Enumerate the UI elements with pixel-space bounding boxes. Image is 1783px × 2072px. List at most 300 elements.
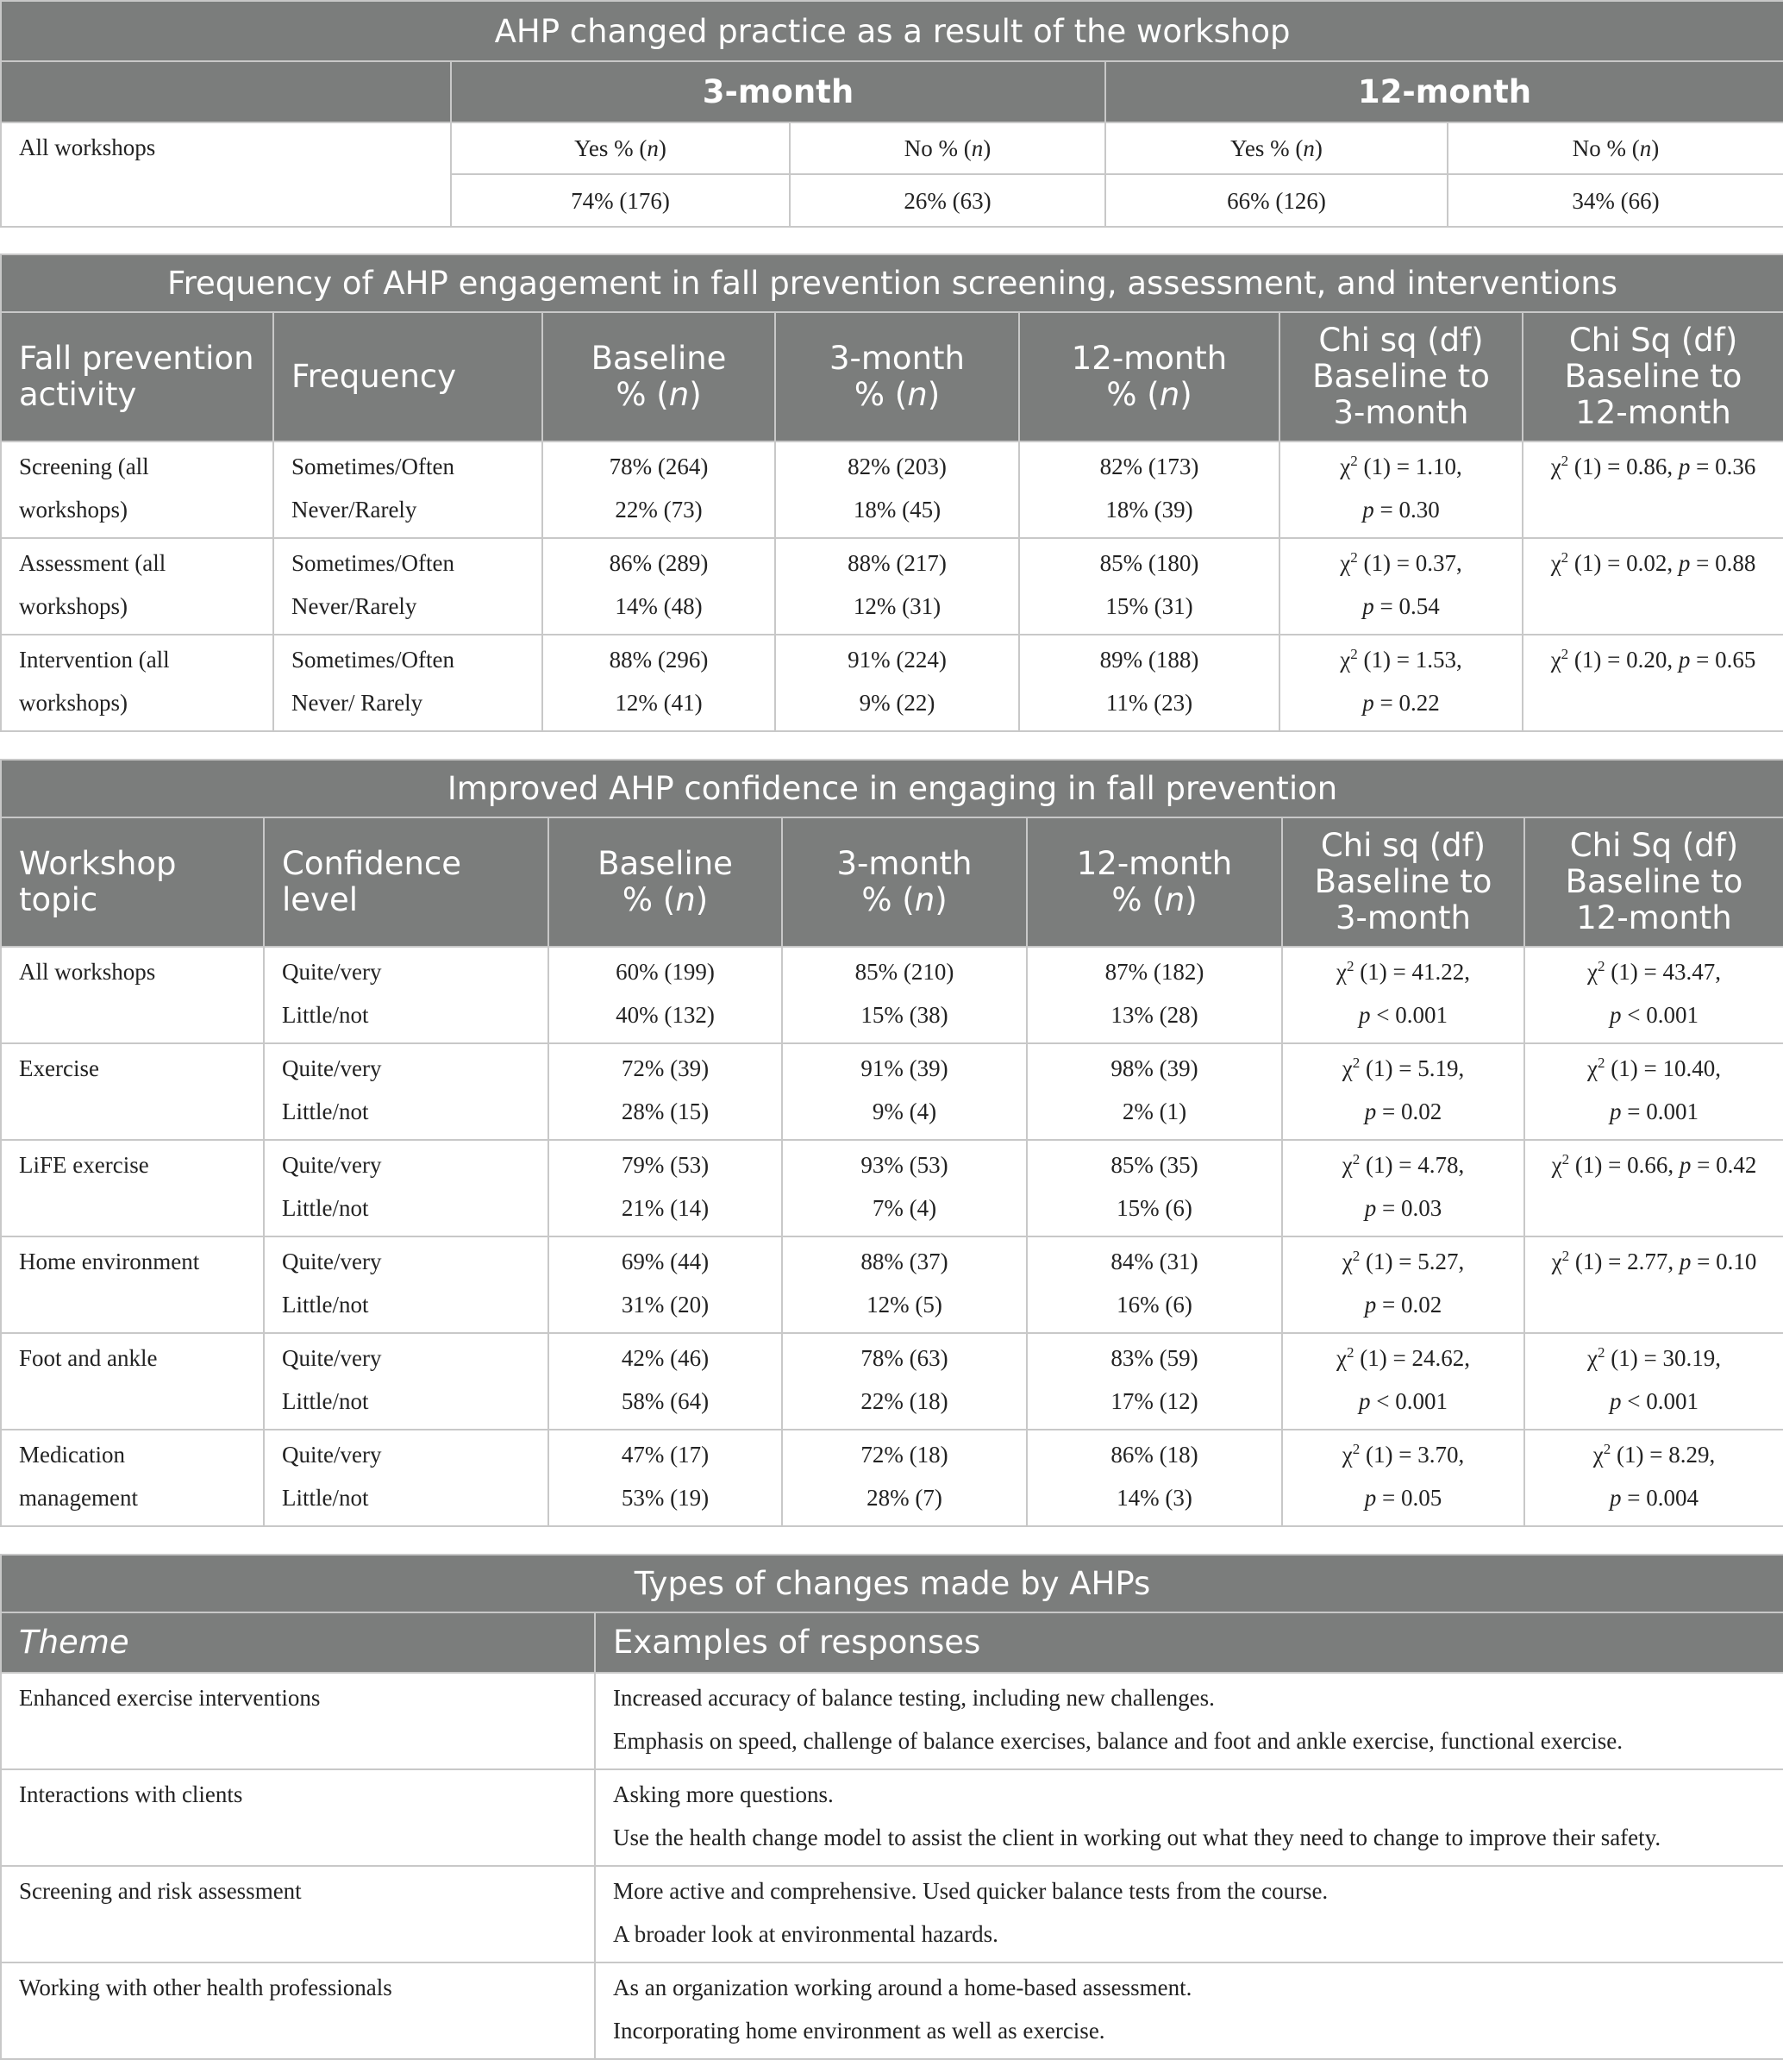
twelve-month-cell [1027, 1430, 1282, 1526]
table-row [1, 441, 1783, 538]
table-title: Types of changes made by AHPs [1, 1555, 1783, 1612]
p-value: = 0.30 [1373, 497, 1440, 523]
baseline-cell [542, 441, 775, 538]
chi-line [1286, 638, 1517, 681]
level-cell [264, 1430, 548, 1526]
p-symbol: p [1364, 1485, 1377, 1511]
three-month-cell [782, 947, 1027, 1043]
chi-line [1288, 1240, 1518, 1283]
value-line: 91% (224) [848, 647, 947, 673]
example-line: Use the health change model to assist the client in working out what they need to change to improve their safety. [613, 1825, 1661, 1850]
p-symbol: p [1359, 1002, 1371, 1028]
row-label [1, 1043, 264, 1140]
chi-symbol: χ [1342, 1442, 1353, 1468]
chi-value: (1) = 0.66, [1569, 1152, 1680, 1178]
three-month-cell [782, 1333, 1027, 1430]
row-label-text: Medication management [19, 1442, 138, 1511]
baseline-cell [548, 1043, 782, 1140]
p-symbol: p [1362, 497, 1374, 523]
value-line: 47% (17) [621, 1442, 710, 1468]
baseline-cell [548, 1430, 782, 1526]
table-row [1, 1140, 1783, 1236]
p-symbol: p [1364, 1195, 1377, 1221]
header-activity: Fall prevention activity [1, 312, 273, 441]
value-line: 88% (296) [609, 647, 709, 673]
level-line: Quite/very [282, 1442, 382, 1468]
table-row [1, 1769, 1783, 1866]
superscript-2: 2 [1561, 453, 1569, 469]
p-line [1288, 1476, 1518, 1519]
p-symbol: p [1678, 454, 1691, 479]
p-symbol: p [1610, 1388, 1622, 1414]
cell-yes-3: 74% (176) [451, 174, 790, 227]
chi-symbol: χ [1336, 959, 1347, 985]
p-symbol: p [1679, 1249, 1692, 1274]
twelve-month-cell [1027, 947, 1282, 1043]
value-line: 82% (173) [1099, 454, 1199, 479]
value-line: 12% (31) [853, 593, 942, 619]
subheader-no-3: No % (n) [790, 122, 1105, 174]
chi-line [1529, 638, 1778, 681]
table-row [1, 1333, 1783, 1430]
chi-3-month-cell [1279, 538, 1523, 635]
superscript-2: 2 [1352, 1055, 1361, 1071]
twelve-month-cell [1027, 1140, 1282, 1236]
baseline-cell [542, 538, 775, 635]
chi-value: (1) = 0.86, [1568, 454, 1679, 479]
chi-3-month-cell [1282, 1430, 1524, 1526]
value-line: 93% (53) [860, 1152, 948, 1178]
confidence-table [0, 759, 1783, 1527]
superscript-2: 2 [1350, 453, 1358, 469]
chi-line [1286, 445, 1517, 488]
superscript-2: 2 [1347, 958, 1354, 974]
value-line: 18% (45) [853, 497, 942, 523]
twelve-month-cell [1027, 1043, 1282, 1140]
p-symbol: p [1679, 1152, 1692, 1178]
table-row [1, 947, 1783, 1043]
level-cell [273, 441, 542, 538]
baseline-cell [548, 947, 782, 1043]
p-line [1288, 1283, 1518, 1326]
level-cell [264, 947, 548, 1043]
p-value: = 0.42 [1691, 1152, 1757, 1178]
value-line: 72% (39) [621, 1055, 710, 1081]
header-frequency: Frequency [273, 312, 542, 441]
superscript-2: 2 [1352, 1151, 1361, 1167]
chi-value: (1) = 4.78, [1360, 1152, 1465, 1178]
level-line: Quite/very [282, 1345, 382, 1371]
value-line: 15% (31) [1105, 593, 1193, 619]
table-row [1, 1962, 1783, 2059]
chi-12-month-cell [1524, 947, 1783, 1043]
value-line: 87% (182) [1104, 959, 1204, 985]
p-symbol: p [1359, 1388, 1371, 1414]
theme-cell: Enhanced exercise interventions [1, 1673, 595, 1769]
value-line: 98% (39) [1110, 1055, 1198, 1081]
chi-3-month-cell [1282, 1140, 1524, 1236]
value-line: 85% (180) [1099, 550, 1199, 576]
level-line: Quite/very [282, 1152, 382, 1178]
superscript-2: 2 [1561, 1151, 1570, 1167]
value-line: 22% (18) [860, 1388, 948, 1414]
chi-value: (1) = 24.62, [1354, 1345, 1470, 1371]
row-label-text: Home environment [19, 1249, 200, 1274]
chi-value: (1) = 41.22, [1354, 959, 1470, 985]
baseline-cell [548, 1236, 782, 1333]
row-label [1, 1333, 264, 1430]
header-examples: Examples of responses [595, 1612, 1783, 1673]
level-line: Quite/very [282, 959, 382, 985]
header-cell [1, 61, 451, 122]
example-line: As an organization working around a home-based assessment. [613, 1975, 1192, 2000]
level-line: Quite/very [282, 1249, 382, 1274]
examples-cell [595, 1866, 1783, 1962]
p-symbol: p [1610, 1099, 1622, 1124]
chi-line [1530, 1433, 1778, 1476]
level-line: Sometimes/Often [291, 550, 454, 576]
header-chi-12-month: Chi Sq (df) Baseline to 12-month [1524, 817, 1783, 947]
value-line: 84% (31) [1110, 1249, 1198, 1274]
p-line [1286, 585, 1517, 628]
theme-cell: Working with other health professionals [1, 1962, 595, 2059]
example-line: Emphasis on speed, challenge of balance exercises, balance and foot and ankle exercise, functional exercise. [613, 1728, 1623, 1754]
table-row [1, 1673, 1783, 1769]
level-cell [264, 1333, 548, 1430]
value-line: 17% (12) [1110, 1388, 1198, 1414]
value-line: 69% (44) [621, 1249, 710, 1274]
three-month-cell [782, 1430, 1027, 1526]
chi-symbol: χ [1551, 1249, 1562, 1274]
chi-3-month-cell [1279, 635, 1523, 731]
p-line [1286, 681, 1517, 724]
chi-12-month-cell [1523, 441, 1783, 538]
row-label [1, 538, 273, 635]
p-symbol: p [1364, 1292, 1377, 1318]
superscript-2: 2 [1347, 1344, 1354, 1361]
chi-3-month-cell [1282, 1236, 1524, 1333]
examples-cell [595, 1673, 1783, 1769]
level-line: Little/not [282, 1099, 369, 1124]
superscript-2: 2 [1352, 1441, 1361, 1457]
chi-line [1288, 950, 1518, 993]
header-12-month: 12-month % (n) [1019, 312, 1279, 441]
example-line: More active and comprehensive. Used quicker balance tests from the course. [613, 1878, 1329, 1904]
theme-cell: Screening and risk assessment [1, 1866, 595, 1962]
three-month-cell [782, 1236, 1027, 1333]
chi-symbol: χ [1587, 1055, 1598, 1081]
p-line [1530, 993, 1778, 1036]
value-line: 58% (64) [621, 1388, 710, 1414]
chi-line [1286, 541, 1517, 585]
example-line: Incorporating home environment as well as exercise. [613, 2018, 1105, 2044]
row-label [1, 441, 273, 538]
value-line: 14% (48) [615, 593, 703, 619]
row-label: All workshops [1, 122, 451, 227]
value-line: 86% (18) [1110, 1442, 1198, 1468]
level-line: Little/not [282, 1002, 369, 1028]
p-value: = 0.36 [1690, 454, 1756, 479]
value-line: 60% (199) [616, 959, 715, 985]
chi-symbol: χ [1336, 1345, 1347, 1371]
superscript-2: 2 [1350, 549, 1358, 566]
value-line: 40% (132) [616, 1002, 715, 1028]
row-label-text: Screening (all workshops) [19, 454, 149, 523]
value-line: 22% (73) [615, 497, 703, 523]
chi-value: (1) = 0.37, [1357, 550, 1462, 576]
chi-symbol: χ [1340, 550, 1351, 576]
p-value: = 0.05 [1376, 1485, 1442, 1511]
p-line [1288, 1380, 1518, 1423]
header-12-month: 12-month % (n) [1027, 817, 1282, 947]
superscript-2: 2 [1352, 1248, 1361, 1264]
chi-value: (1) = 3.70, [1360, 1442, 1465, 1468]
superscript-2: 2 [1350, 646, 1358, 662]
value-line: 16% (6) [1117, 1292, 1192, 1318]
chi-value: (1) = 0.02, [1568, 550, 1679, 576]
header-chi-12-month: Chi Sq (df) Baseline to 12-month [1523, 312, 1783, 441]
example-line: Increased accuracy of balance testing, including new challenges. [613, 1685, 1215, 1711]
header-3-month: 3-month % (n) [782, 817, 1027, 947]
header-baseline: Baseline % (n) [548, 817, 782, 947]
value-line: 85% (210) [854, 959, 954, 985]
value-line: 28% (7) [866, 1485, 942, 1511]
value-line: 86% (289) [609, 550, 709, 576]
chi-12-month-cell [1524, 1140, 1783, 1236]
superscript-2: 2 [1598, 1344, 1605, 1361]
value-line: 21% (14) [621, 1195, 710, 1221]
value-line: 2% (1) [1122, 1099, 1187, 1124]
level-cell [264, 1236, 548, 1333]
p-line [1286, 488, 1517, 531]
chi-line [1530, 1336, 1778, 1380]
table-row [1, 1043, 1783, 1140]
chi-line [1288, 1336, 1518, 1380]
superscript-2: 2 [1603, 1441, 1611, 1457]
engagement-frequency-table [0, 254, 1783, 732]
level-line: Never/ Rarely [291, 690, 423, 716]
header-topic: Workshop topic [1, 817, 264, 947]
row-label [1, 1236, 264, 1333]
p-line [1288, 1090, 1518, 1133]
chi-symbol: χ [1592, 1442, 1604, 1468]
header-chi-3-month: Chi sq (df) Baseline to 3-month [1282, 817, 1524, 947]
level-line: Little/not [282, 1292, 369, 1318]
chi-12-month-cell [1524, 1430, 1783, 1526]
chi-line [1529, 445, 1778, 488]
level-cell [273, 635, 542, 731]
value-line: 83% (59) [1110, 1345, 1198, 1371]
row-label-text: Assessment (all workshops) [19, 550, 166, 619]
superscript-2: 2 [1561, 1248, 1570, 1264]
p-symbol: p [1610, 1002, 1622, 1028]
chi-value: (1) = 1.53, [1357, 647, 1462, 673]
chi-line [1288, 1433, 1518, 1476]
chi-symbol: χ [1587, 1345, 1598, 1371]
p-symbol: p [1678, 550, 1691, 576]
examples-cell [595, 1769, 1783, 1866]
p-line [1530, 1090, 1778, 1133]
value-line: 7% (4) [872, 1195, 937, 1221]
value-line: 15% (38) [860, 1002, 948, 1028]
chi-value: (1) = 0.20, [1568, 647, 1679, 673]
header-12-month: 12-month [1105, 61, 1783, 122]
chi-12-month-cell [1523, 635, 1783, 731]
three-month-cell [775, 441, 1019, 538]
subheader-no-12: No % (n) [1448, 122, 1783, 174]
value-line: 18% (39) [1105, 497, 1193, 523]
level-line: Little/not [282, 1195, 369, 1221]
baseline-cell [542, 635, 775, 731]
row-label-text: Exercise [19, 1055, 99, 1081]
value-line: 31% (20) [621, 1292, 710, 1318]
chi-value: (1) = 8.29, [1611, 1442, 1716, 1468]
chi-line [1530, 950, 1778, 993]
chi-symbol: χ [1342, 1152, 1353, 1178]
chi-3-month-cell [1282, 947, 1524, 1043]
cell-yes-12: 66% (126) [1105, 174, 1448, 227]
value-line: 12% (5) [866, 1292, 942, 1318]
value-line: 11% (23) [1105, 690, 1193, 716]
chi-symbol: χ [1550, 647, 1561, 673]
table-row [1, 1236, 1783, 1333]
cell-no-3: 26% (63) [790, 174, 1105, 227]
twelve-month-cell [1027, 1333, 1282, 1430]
level-line: Little/not [282, 1388, 369, 1414]
chi-line [1530, 1047, 1778, 1090]
superscript-2: 2 [1561, 646, 1569, 662]
row-label-text: Intervention (all workshops) [19, 647, 170, 716]
subheader-yes-3: Yes % (n) [451, 122, 790, 174]
p-value: = 0.10 [1691, 1249, 1757, 1274]
superscript-2: 2 [1598, 1055, 1605, 1071]
chi-12-month-cell [1524, 1236, 1783, 1333]
table-title: Frequency of AHP engagement in fall prevention screening, assessment, and interventions [1, 254, 1783, 312]
header-confidence: Confidence level [264, 817, 548, 947]
chi-line [1288, 1047, 1518, 1090]
p-line [1288, 1186, 1518, 1230]
level-cell [264, 1140, 548, 1236]
row-label-text: Foot and ankle [19, 1345, 158, 1371]
row-label [1, 635, 273, 731]
baseline-cell [548, 1333, 782, 1430]
chi-symbol: χ [1340, 454, 1351, 479]
p-value: < 0.001 [1370, 1388, 1448, 1414]
p-line [1288, 993, 1518, 1036]
value-line: 82% (203) [848, 454, 947, 479]
p-value: = 0.03 [1376, 1195, 1442, 1221]
example-line: A broader look at environmental hazards. [613, 1921, 998, 1947]
value-line: 42% (46) [621, 1345, 710, 1371]
chi-line [1530, 1143, 1778, 1186]
practice-change-table [0, 0, 1783, 228]
value-line: 91% (39) [860, 1055, 948, 1081]
chi-12-month-cell [1524, 1333, 1783, 1430]
chi-value: (1) = 5.19, [1360, 1055, 1465, 1081]
chi-symbol: χ [1342, 1249, 1353, 1274]
value-line: 72% (18) [860, 1442, 948, 1468]
row-label [1, 947, 264, 1043]
p-symbol: p [1364, 1099, 1377, 1124]
p-value: = 0.65 [1690, 647, 1756, 673]
chi-line [1288, 1143, 1518, 1186]
p-symbol: p [1362, 690, 1374, 716]
value-line: 78% (63) [860, 1345, 948, 1371]
table-row [1, 1866, 1783, 1962]
chi-3-month-cell [1282, 1043, 1524, 1140]
header-theme: Theme [1, 1612, 595, 1673]
cell-no-12: 34% (66) [1448, 174, 1783, 227]
three-month-cell [782, 1140, 1027, 1236]
examples-cell [595, 1962, 1783, 2059]
level-line: Sometimes/Often [291, 454, 454, 479]
table-row [1, 1430, 1783, 1526]
twelve-month-cell [1019, 538, 1279, 635]
change-types-table [0, 1554, 1783, 2060]
value-line: 12% (41) [615, 690, 703, 716]
value-line: 79% (53) [621, 1152, 710, 1178]
superscript-2: 2 [1598, 958, 1605, 974]
chi-value: (1) = 1.10, [1357, 454, 1462, 479]
chi-line [1530, 1240, 1778, 1283]
chi-12-month-cell [1523, 538, 1783, 635]
chi-symbol: χ [1550, 550, 1561, 576]
superscript-2: 2 [1561, 549, 1569, 566]
p-symbol: p [1362, 593, 1374, 619]
twelve-month-cell [1019, 441, 1279, 538]
twelve-month-cell [1019, 635, 1279, 731]
chi-value: (1) = 30.19, [1605, 1345, 1721, 1371]
header-baseline: Baseline % (n) [542, 312, 775, 441]
level-line: Never/Rarely [291, 593, 417, 619]
header-3-month: 3-month % (n) [775, 312, 1019, 441]
chi-symbol: χ [1551, 1152, 1562, 1178]
level-line: Sometimes/Often [291, 647, 454, 673]
value-line: 9% (22) [859, 690, 935, 716]
chi-value: (1) = 2.77, [1569, 1249, 1680, 1274]
p-line [1530, 1380, 1778, 1423]
p-symbol: p [1678, 647, 1691, 673]
table-title: AHP changed practice as a result of the workshop [1, 1, 1783, 61]
p-value: = 0.02 [1376, 1292, 1442, 1318]
chi-value: (1) = 5.27, [1360, 1249, 1465, 1274]
p-value: < 0.001 [1621, 1388, 1699, 1414]
table-title: Improved AHP confidence in engaging in fall prevention [1, 760, 1783, 817]
row-label [1, 1430, 264, 1526]
p-symbol: p [1610, 1485, 1622, 1511]
level-line: Little/not [282, 1485, 369, 1511]
chi-value: (1) = 10.40, [1605, 1055, 1721, 1081]
row-label-text: All workshops [19, 959, 156, 985]
p-value: = 0.22 [1373, 690, 1440, 716]
value-line: 88% (37) [860, 1249, 948, 1274]
p-value: = 0.02 [1376, 1099, 1442, 1124]
value-line: 88% (217) [848, 550, 947, 576]
baseline-cell [548, 1140, 782, 1236]
value-line: 13% (28) [1110, 1002, 1198, 1028]
theme-cell: Interactions with clients [1, 1769, 595, 1866]
value-line: 78% (264) [609, 454, 709, 479]
value-line: 85% (35) [1110, 1152, 1198, 1178]
three-month-cell [775, 635, 1019, 731]
p-value: = 0.88 [1690, 550, 1756, 576]
chi-value: (1) = 43.47, [1605, 959, 1721, 985]
value-line: 14% (3) [1117, 1485, 1192, 1511]
value-line: 15% (6) [1117, 1195, 1192, 1221]
chi-symbol: χ [1587, 959, 1598, 985]
table-row [1, 538, 1783, 635]
header-3-month: 3-month [451, 61, 1105, 122]
